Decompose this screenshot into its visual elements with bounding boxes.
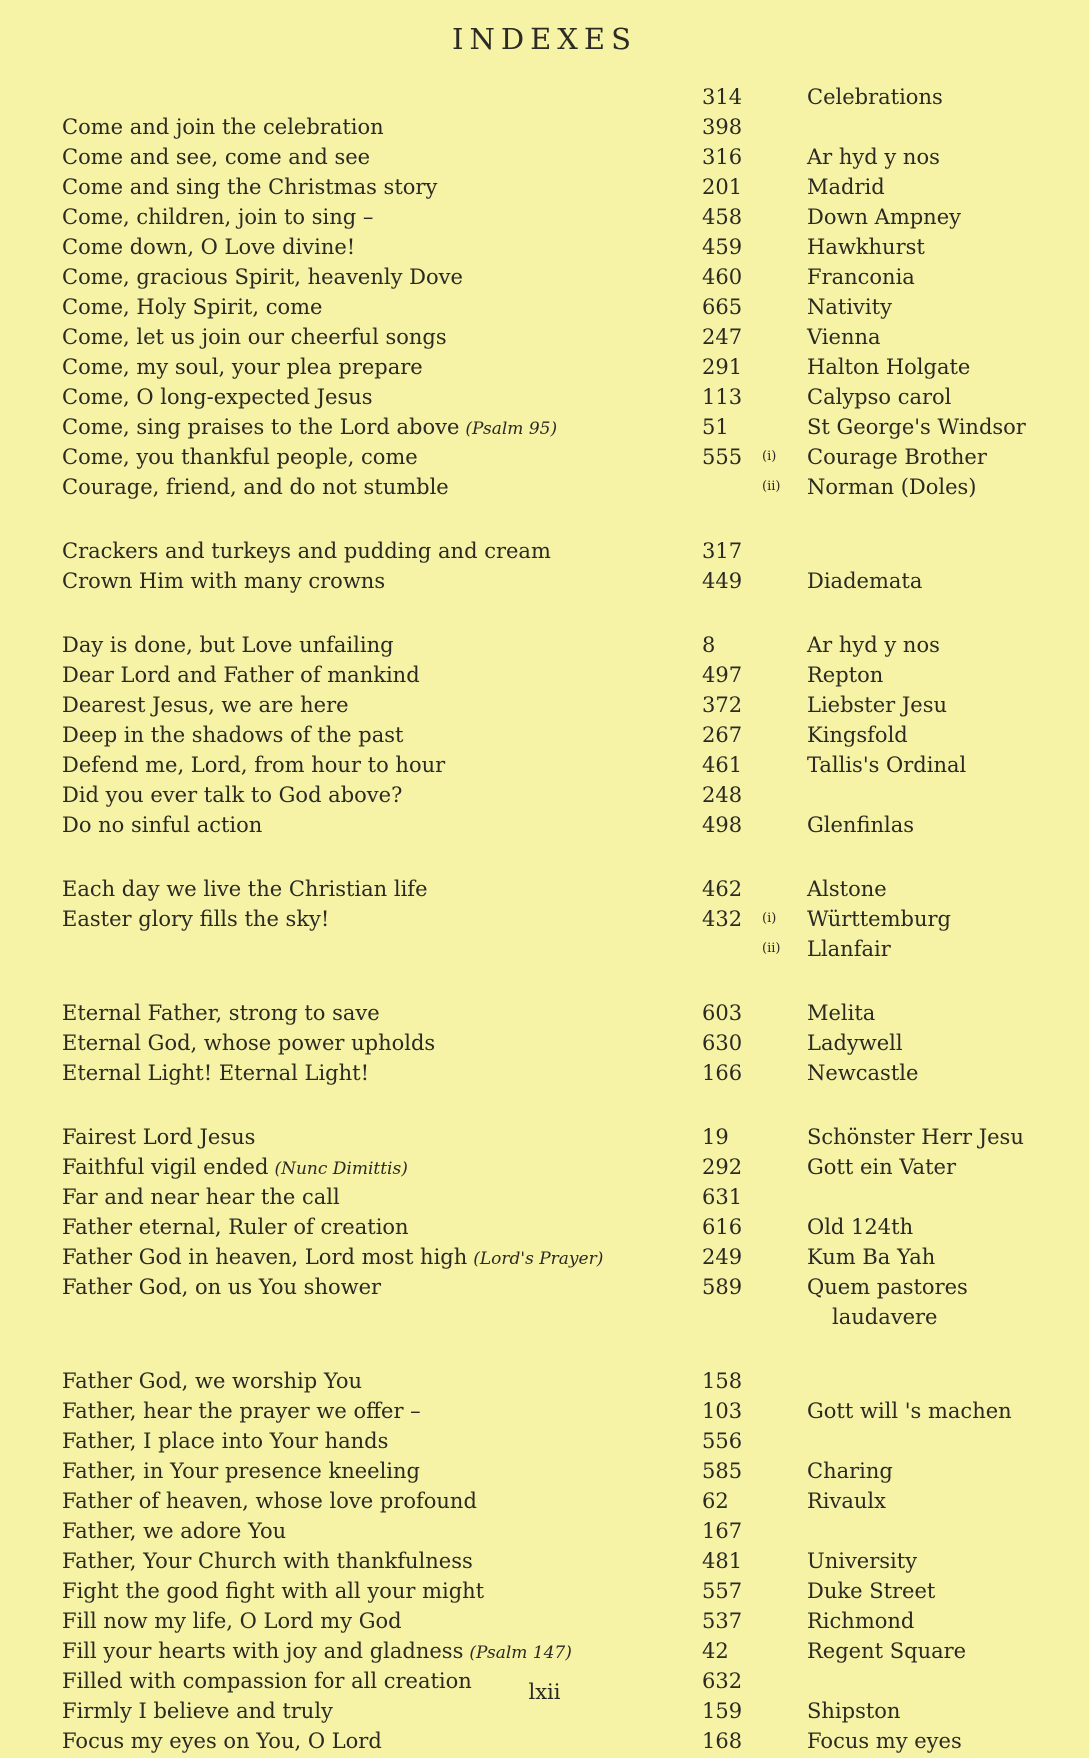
hymn-title-text: Come down, O Love divine! — [62, 235, 356, 259]
tune-name: Richmond — [807, 1609, 915, 1633]
index-entry — [0, 536, 1089, 566]
hymn-title — [62, 142, 376, 174]
hymn-title — [62, 1212, 415, 1244]
hymn-number: 113 — [702, 385, 743, 409]
hymn-title-text: Come, my soul, your plea prepare — [62, 355, 423, 379]
hymn-title-text: Filled with compassion for all creation — [62, 1669, 472, 1693]
hymn-number: 458 — [702, 205, 743, 229]
hymn-number: 603 — [702, 1001, 743, 1025]
hymn-title — [62, 352, 429, 384]
hymn-number: 589 — [702, 1275, 743, 1299]
hymn-number: 460 — [702, 265, 743, 289]
hymn-title — [62, 382, 379, 414]
hymn-number: 461 — [702, 753, 743, 777]
index-entry — [0, 82, 1089, 112]
tune-name: Down Ampney — [807, 205, 961, 229]
hymn-number: 555 — [702, 445, 743, 469]
index-entry — [0, 874, 1089, 904]
index-entry — [0, 904, 1089, 934]
hymn-title-text: Come, you thankful people, come — [62, 445, 418, 469]
hymn-title-text: Come, gracious Spirit, heavenly Dove — [62, 265, 463, 289]
tune-name: Württemburg — [807, 907, 951, 931]
hymn-title-text: Come and join the celebration — [62, 115, 384, 139]
hymn-title — [62, 1426, 394, 1458]
hymn-number: 498 — [702, 813, 743, 837]
hymn-title — [62, 904, 335, 936]
hymn-number: 317 — [702, 539, 743, 563]
hymn-title-text: Deep in the shadows of the past — [62, 723, 404, 747]
hymn-title-text: Crackers and turkeys and pudding and cream — [62, 539, 551, 563]
hymn-title-text: Dear Lord and Father of mankind — [62, 663, 420, 687]
hymn-title — [62, 442, 424, 474]
hymn-title-text: Come and see, come and see — [62, 145, 371, 169]
index-entry — [0, 1576, 1089, 1606]
hymn-title — [62, 472, 455, 504]
tune-variant: (ii) — [762, 479, 781, 494]
hymn-number: 556 — [702, 1429, 743, 1453]
hymn-title-text: Day is done, but Love unfailing — [62, 633, 394, 657]
tune-name: Nativity — [807, 295, 892, 319]
tune-name: Regent Square — [807, 1639, 967, 1663]
hymn-number: 432 — [702, 907, 743, 931]
hymn-title — [62, 322, 453, 354]
index-entry — [0, 322, 1089, 352]
hymn-title-text: Firmly I believe and truly — [62, 1699, 333, 1723]
hymn-title — [62, 292, 328, 324]
hymn-number: 314 — [702, 85, 743, 109]
hymn-title-text: Eternal Light! Eternal Light! — [62, 1061, 370, 1085]
hymn-number: 19 — [702, 1125, 729, 1149]
tune-variant: (ii) — [762, 941, 781, 956]
index-entry — [0, 1486, 1089, 1516]
hymn-title — [62, 1606, 408, 1638]
hymn-number: 168 — [702, 1729, 743, 1753]
hymn-title-text: Father God, we worship You — [62, 1369, 363, 1393]
tune-name: Rivaulx — [807, 1489, 886, 1513]
hymn-title-text: Did you ever talk to God above? — [62, 783, 403, 807]
hymn-title-text: Father, Your Church with thankfulness — [62, 1549, 473, 1573]
hymn-number: 62 — [702, 1489, 729, 1513]
hymn-title-note: (Psalm 95) — [465, 419, 558, 439]
index-entry — [0, 1606, 1089, 1636]
index-entry — [0, 142, 1089, 172]
hymn-title — [62, 1122, 261, 1154]
hymn-number: 201 — [702, 175, 743, 199]
index-entry — [0, 1726, 1089, 1756]
index-entry — [0, 810, 1089, 840]
index-entry — [0, 1636, 1089, 1666]
hymn-number: 372 — [702, 693, 743, 717]
tune-name: Vienna — [807, 325, 881, 349]
index-entry — [0, 472, 1089, 502]
hymn-title — [62, 262, 469, 294]
index-entry — [0, 232, 1089, 262]
hymn-title — [62, 1516, 292, 1548]
hymn-number: 51 — [702, 415, 729, 439]
index-entry — [0, 1426, 1089, 1456]
index-entry — [0, 1516, 1089, 1546]
tune-name: Gott will 's machen — [807, 1399, 1012, 1423]
hymn-title-text: Fill now my life, O Lord my God — [62, 1609, 402, 1633]
tune-name: Repton — [807, 663, 884, 687]
index-entry — [0, 382, 1089, 412]
hymn-number: 316 — [702, 145, 743, 169]
index-entry — [0, 566, 1089, 596]
tune-name: Gott ein Vater — [807, 1155, 956, 1179]
index-entry — [0, 1028, 1089, 1058]
tune-name: Llanfair — [807, 937, 891, 961]
tune-name: Shipston — [807, 1699, 901, 1723]
hymn-number: 249 — [702, 1245, 743, 1269]
hymn-number: 449 — [702, 569, 743, 593]
tune-name: Celebrations — [807, 85, 943, 109]
tune-name: Schönster Herr Jesu — [807, 1125, 1024, 1149]
hymn-title — [62, 1726, 388, 1758]
hymn-title — [62, 1546, 479, 1578]
hymn-number: 291 — [702, 355, 743, 379]
hymn-number: 247 — [702, 325, 743, 349]
hymn-title-text: Do no sinful action — [62, 813, 263, 837]
index-entry — [0, 1182, 1089, 1212]
hymn-number: 103 — [702, 1399, 743, 1423]
tune-name: St George's Windsor — [807, 415, 1026, 439]
tune-name: Kum Ba Yah — [807, 1245, 936, 1269]
hymn-title-text: Father God, on us You shower — [62, 1275, 382, 1299]
index-entry — [0, 442, 1089, 472]
tune-name: Ladywell — [807, 1031, 903, 1055]
tune-name: Liebster Jesu — [807, 693, 948, 717]
hymn-title — [62, 202, 379, 234]
hymn-title-note: (Nunc Dimittis) — [274, 1159, 408, 1179]
tune-name: Duke Street — [807, 1579, 936, 1603]
tune-name: Old 124th — [807, 1215, 914, 1239]
hymn-title — [62, 780, 408, 812]
index-entry — [0, 998, 1089, 1028]
hymn-title — [62, 1028, 441, 1060]
hymn-number: 616 — [702, 1215, 743, 1239]
hymn-title — [62, 750, 451, 782]
tune-name: laudavere — [832, 1305, 938, 1329]
tune-name: Madrid — [807, 175, 885, 199]
hymn-title — [62, 998, 386, 1030]
hymn-title — [62, 82, 68, 114]
hymn-title — [62, 412, 557, 444]
hymn-number: 167 — [702, 1519, 743, 1543]
hymn-number: 292 — [702, 1155, 743, 1179]
hymn-number: 630 — [702, 1031, 743, 1055]
hymn-title — [62, 1272, 387, 1304]
hymn-title — [62, 232, 361, 264]
index-entry — [0, 780, 1089, 810]
hymn-title-text: Father, in Your presence kneeling — [62, 1459, 420, 1483]
hymn-number: 631 — [702, 1185, 743, 1209]
hymn-title-text: Father, we adore You — [62, 1519, 287, 1543]
hymn-title-text: Fill your hearts with joy and gladness — [62, 1639, 464, 1663]
tune-name: Newcastle — [807, 1061, 919, 1085]
hymn-title-text: Come and sing the Christmas story — [62, 175, 438, 199]
hymn-title — [62, 1456, 426, 1488]
index-entry — [0, 1456, 1089, 1486]
index-entry — [0, 690, 1089, 720]
hymn-title — [62, 1366, 368, 1398]
hymn-title-text: Father, hear the prayer we offer – — [62, 1399, 421, 1423]
hymn-title — [62, 112, 390, 144]
tune-name: Diademata — [807, 569, 923, 593]
hymn-number: 459 — [702, 235, 743, 259]
hymn-title-text: Father of heaven, whose love profound — [62, 1489, 477, 1513]
hymn-title — [62, 1486, 483, 1518]
index-entry — [0, 1242, 1089, 1272]
tune-name: Focus my eyes — [807, 1729, 962, 1753]
hymn-number: 665 — [702, 295, 743, 319]
hymn-title — [62, 630, 400, 662]
hymn-title-text: Far and near hear the call — [62, 1185, 340, 1209]
hymn-title-text: Focus my eyes on You, O Lord — [62, 1729, 382, 1753]
index-entry — [0, 1272, 1089, 1302]
hymn-title — [62, 720, 409, 752]
index-entry — [0, 630, 1089, 660]
hymn-title — [62, 1396, 427, 1428]
index-entry — [0, 412, 1089, 442]
hymn-title-text: Come, Holy Spirit, come — [62, 295, 323, 319]
hymn-number: 8 — [702, 633, 716, 657]
hymn-title — [62, 536, 557, 568]
index-entry — [0, 292, 1089, 322]
index-entry — [0, 660, 1089, 690]
index-entry — [0, 172, 1089, 202]
index-entry — [0, 720, 1089, 750]
tune-name: Hawkhurst — [807, 235, 925, 259]
index-entry — [0, 352, 1089, 382]
hymn-title-text: Come, let us join our cheerful songs — [62, 325, 447, 349]
hymn-number: 585 — [702, 1459, 743, 1483]
hymn-title-text: Dearest Jesus, we are here — [62, 693, 349, 717]
hymn-title — [62, 1182, 346, 1214]
index-entry — [0, 1366, 1089, 1396]
index-entry — [0, 1302, 1089, 1332]
tune-name: Tallis's Ordinal — [807, 753, 967, 777]
tune-name: Ar hyd y nos — [807, 145, 940, 169]
hymn-title-text: Come, sing praises to the Lord above — [62, 415, 460, 439]
hymn-title-text: Easter glory fills the sky! — [62, 907, 330, 931]
hymn-title — [62, 1576, 490, 1608]
index-entry — [0, 202, 1089, 232]
tune-variant: (i) — [762, 911, 777, 926]
hymn-title-text: Eternal Father, strong to save — [62, 1001, 380, 1025]
hymn-number: 267 — [702, 723, 743, 747]
hymn-title-text: Fairest Lord Jesus — [62, 1125, 256, 1149]
hymn-number: 632 — [702, 1669, 743, 1693]
hymn-title-text: Each day we live the Christian life — [62, 877, 428, 901]
hymn-title — [62, 874, 434, 906]
hymn-title-text: Father eternal, Ruler of creation — [62, 1215, 409, 1239]
tune-name: Alstone — [807, 877, 887, 901]
hymn-title — [62, 1058, 375, 1090]
index-entry — [0, 934, 1089, 964]
hymn-number: 42 — [702, 1639, 729, 1663]
tune-name: University — [807, 1549, 918, 1573]
index-entry — [0, 1152, 1089, 1182]
hymn-number: 159 — [702, 1699, 743, 1723]
index-entry — [0, 1546, 1089, 1576]
hymn-title — [62, 660, 426, 692]
index-entry — [0, 750, 1089, 780]
tune-name: Norman (Doles) — [807, 475, 977, 499]
hymn-title — [62, 1302, 68, 1334]
hymn-title-text: Father, I place into Your hands — [62, 1429, 389, 1453]
hymn-number: 497 — [702, 663, 743, 687]
hymn-number: 462 — [702, 877, 743, 901]
index-entry — [0, 1058, 1089, 1088]
hymn-title-text: Eternal God, whose power upholds — [62, 1031, 436, 1055]
hymn-number: 398 — [702, 115, 743, 139]
tune-name: Halton Holgate — [807, 355, 971, 379]
hymn-number: 481 — [702, 1549, 743, 1573]
hymn-title — [62, 1152, 408, 1184]
tune-variant: (i) — [762, 449, 777, 464]
hymn-title — [62, 566, 391, 598]
tune-name: Courage Brother — [807, 445, 987, 469]
hymn-title — [62, 934, 68, 966]
hymn-title-text: Faithful vigil ended — [62, 1155, 269, 1179]
hymn-number: 158 — [702, 1369, 743, 1393]
hymn-title-text: Fight the good fight with all your might — [62, 1579, 485, 1603]
hymn-title-text: Crown Him with many crowns — [62, 569, 386, 593]
hymn-title-text: Defend me, Lord, from hour to hour — [62, 753, 446, 777]
tune-name: Melita — [807, 1001, 876, 1025]
hymn-title-note: (Psalm 147) — [469, 1643, 572, 1663]
index-entry — [0, 262, 1089, 292]
index-entry — [0, 1122, 1089, 1152]
hymn-title — [62, 1242, 603, 1274]
tune-name: Charing — [807, 1459, 893, 1483]
hymn-title — [62, 810, 268, 842]
tune-name: Franconia — [807, 265, 915, 289]
page-number: lxii — [528, 1680, 561, 1704]
index-entry — [0, 1212, 1089, 1242]
index-entry — [0, 1396, 1089, 1426]
hymn-number: 557 — [702, 1579, 743, 1603]
tune-name: Kingsfold — [807, 723, 908, 747]
hymn-number: 537 — [702, 1609, 743, 1633]
hymn-title-text: Courage, friend, and do not stumble — [62, 475, 449, 499]
tune-name: Calypso carol — [807, 385, 952, 409]
tune-name: Glenfinlas — [807, 813, 914, 837]
hymn-title — [62, 690, 355, 722]
hymn-number: 166 — [702, 1061, 743, 1085]
tune-name: Ar hyd y nos — [807, 633, 940, 657]
hymn-title-text: Father God in heaven, Lord most high — [62, 1245, 468, 1269]
page-title: INDEXES — [452, 22, 637, 56]
hymn-title-text: Come, O long-expected Jesus — [62, 385, 373, 409]
hymn-title-note: (Lord's Prayer) — [473, 1249, 604, 1269]
index-entry — [0, 112, 1089, 142]
tune-name: Quem pastores — [807, 1275, 968, 1299]
hymn-number: 248 — [702, 783, 743, 807]
hymn-title — [62, 172, 443, 204]
hymn-title — [62, 1636, 572, 1668]
hymn-title-text: Come, children, join to sing – — [62, 205, 374, 229]
